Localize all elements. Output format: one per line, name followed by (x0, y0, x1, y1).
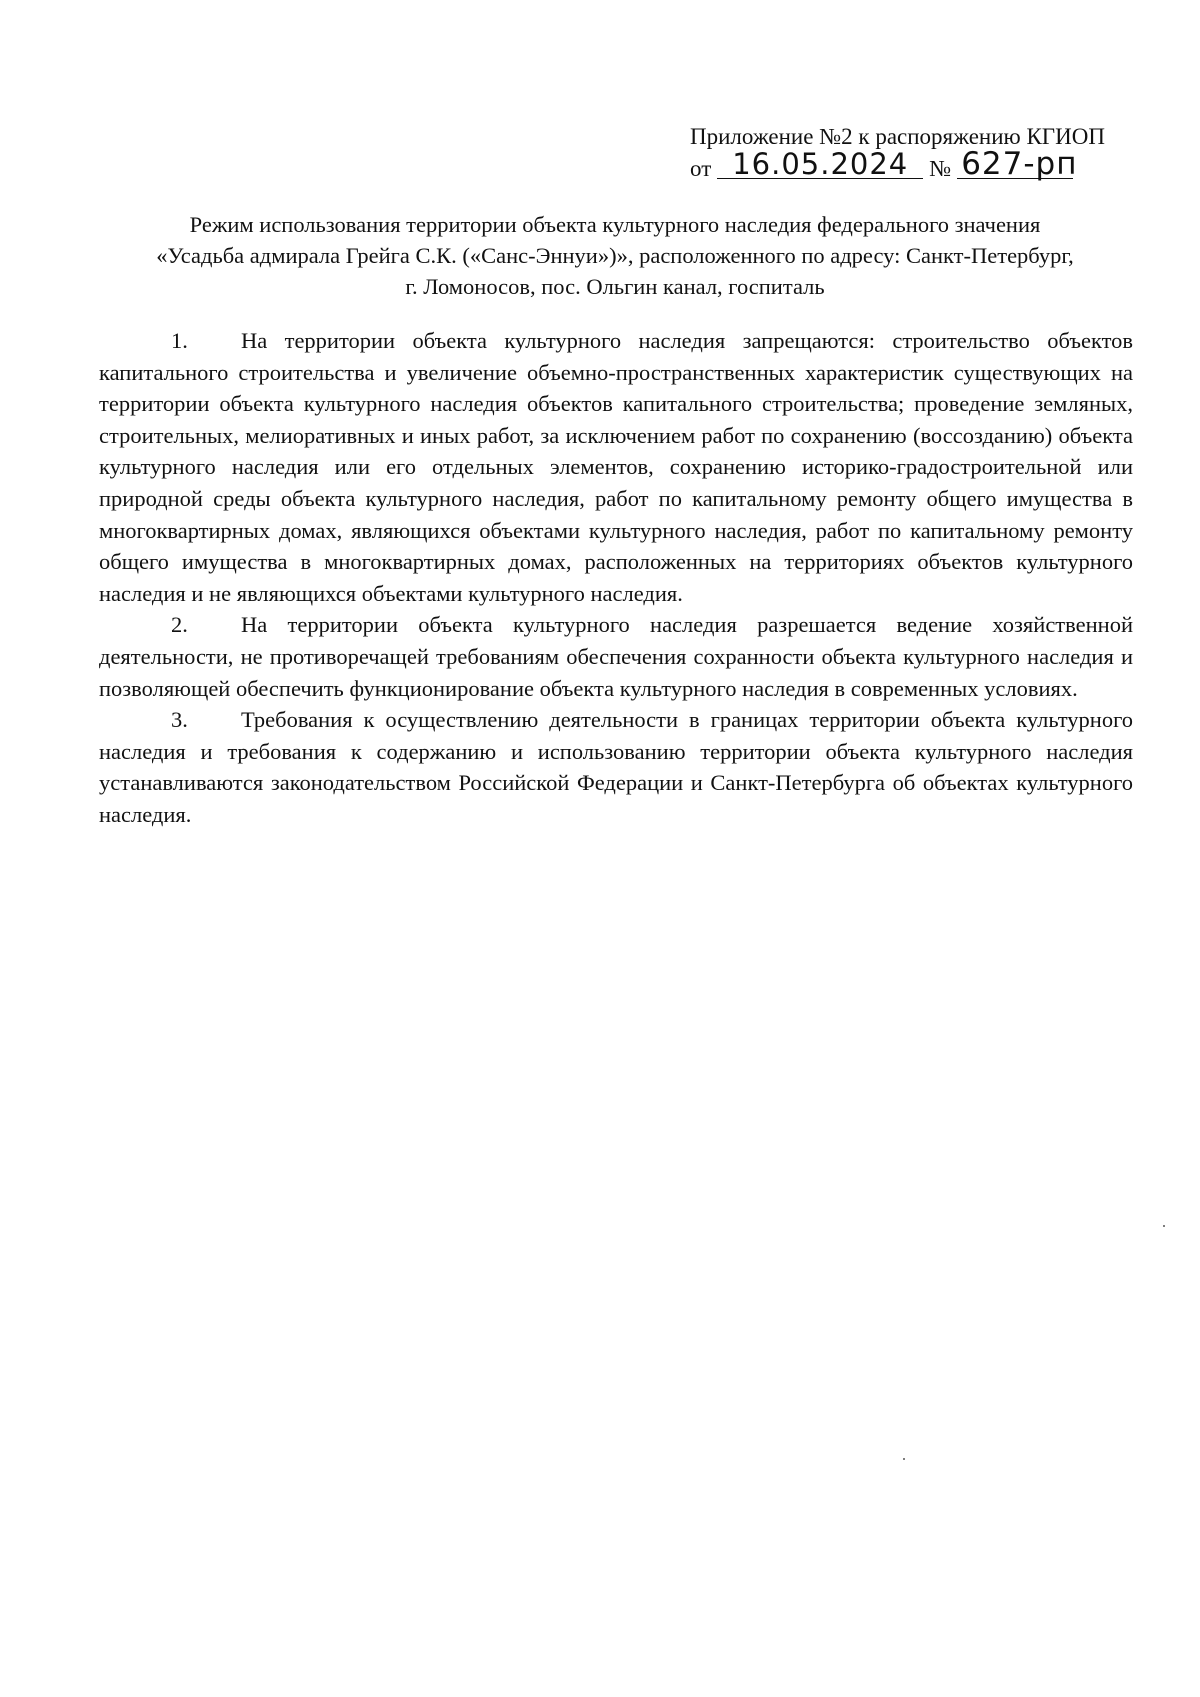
number-prefix: № (929, 156, 952, 181)
handwritten-order-number: 627-рп (957, 150, 1073, 179)
scan-speck (1163, 1225, 1165, 1227)
handwritten-date: 16.05.2024 (717, 150, 923, 179)
paragraph-text: Требования к осуществлению деятельности в границах территории объекта культурного наследия и требования к содержанию и использованию территории объекта культурного наследия устанавливаются законодательством Российской Федерации и Санкт-Петербурга об объектах культурного наследия. (99, 707, 1133, 827)
title-line-1: Режим использования территории объекта культурного наследия федерального значения (189, 212, 1041, 237)
paragraph-2 (99, 609, 1133, 704)
appendix-reference: Приложение №2 к распоряжению КГИОП (690, 124, 1105, 149)
paragraph-1 (99, 325, 1133, 609)
paragraph-number: 2. (171, 612, 188, 638)
paragraph-3 (99, 704, 1133, 830)
document-body (99, 325, 1133, 831)
paragraph-text: На территории объекта культурного наследия запрещаются: строительство объектов капитального строительства и увеличение объемно-пространственных характеристик существующих на территории объекта культурного наследия объектов капитального строительства; проведение земляных, строительных, мелиоративных и иных работ, за исключением работ по сохранению (воссозданию) объекта культурного наследия или его отдельных элементов, сохранению историко-градостроительной или природной среды объекта культурного наследия, работ по капитальному ремонту общего имущества в многоквартирных домах, являющихся объектами культурного наследия, работ по капитальному ремонту общего имущества в многоквартирных домах, расположенных на территориях объектов культурного наследия и не являющихся объектами культурного наследия. (99, 328, 1133, 606)
title-line-3: г. Ломоносов, пос. Ольгин канал, госпиталь (405, 274, 825, 299)
paragraph-number: 3. (171, 707, 188, 733)
paragraph-number: 1. (171, 328, 188, 353)
title-line-2: «Усадьба адмирала Грейга С.К. («Санс-Эннуи»)», расположенного по адресу: Санкт-Петербург, (156, 243, 1074, 268)
scan-speck (903, 1458, 905, 1460)
appendix-header (690, 122, 1130, 184)
document-title (95, 209, 1135, 302)
date-prefix: от (690, 156, 712, 181)
order-date-number-line (690, 146, 1130, 184)
paragraph-text: На территории объекта культурного наследия разрешается ведение хозяйственной деятельности, не противоречащей требованиям обеспечения сохранности объекта культурного наследия и позволяющей обеспечить функционирование объекта культурного наследия в современных условиях. (99, 612, 1133, 701)
